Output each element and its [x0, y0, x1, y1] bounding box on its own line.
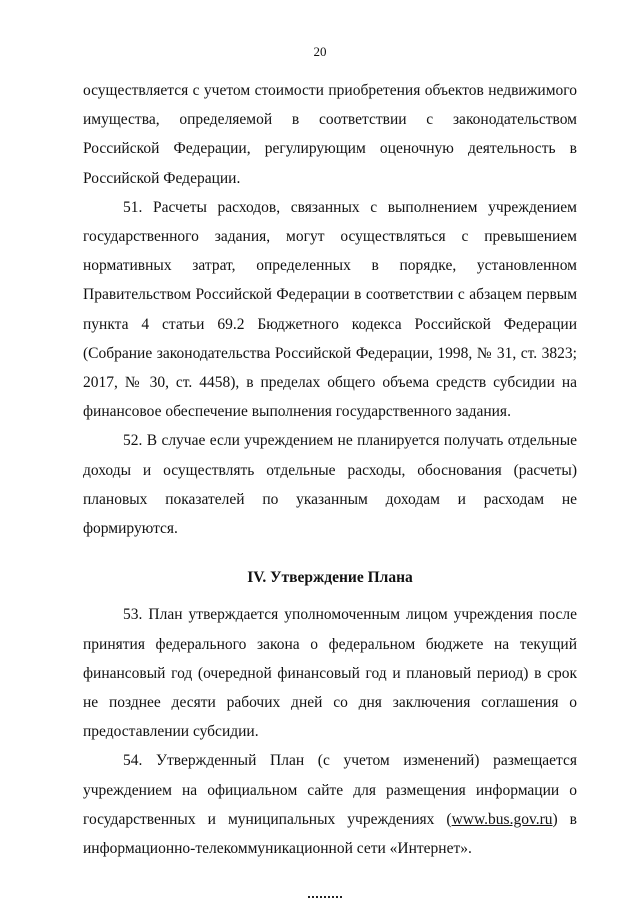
paragraph-continuation: осуществляется с учетом стоимости приобретения объектов недвижимого имущества, определяемой в соответствии с законодательством Российской Федерации, регулирующим оценочную деятельность в Российской Федерации. [83, 82, 577, 187]
bottom-scan-mark [308, 896, 342, 900]
paragraph-54 [83, 746, 577, 863]
paragraph-53: 53. План утверждается уполномоченным лицом учреждения после принятия федерального закона о федеральном бюджете на текущий финансовый год (очередной финансовый год и плановый период) в срок не позднее десяти рабочих дней со дня заключения соглашения о предоставлении субсидии. [83, 606, 577, 741]
page-number: 20 [313, 44, 327, 59]
paragraph-51: 51. Расчеты расходов, связанных с выполнением учреждением государственного задания, могут осуществляться с превышением нормативных затрат, определенных в порядке, установленном Правительством Российской Федерации в соответствии с абзацем первым пункта 4 статьи 69.2 Бюджетного кодекса Российской Федерации (Собрание законодательства Российской Федерации, 1998, № 31, ст. 3823; 2017, № 30, ст. 4458), в пределах общего объема средств субсидии на финансовое обеспечение выполнения государственного задания. [83, 198, 577, 421]
document-body [83, 76, 577, 863]
bus-gov-link[interactable]: www.bus.gov.ru [451, 810, 553, 828]
paragraph-54-text-end: ) в информационно-телекоммуникационной сети «Интернет». [83, 810, 577, 858]
paragraph-54-text-start: 54. Утвержденный План (с учетом изменений) размещается учреждением на официальном сайте для размещения информации о государственных и муниципальных учреждениях ( [83, 752, 577, 828]
section-heading: IV. Утверждение Плана [247, 569, 413, 587]
paragraph-52: 52. В случае если учреждением не планируется получать отдельные доходы и осуществлять отдельные расходы, обоснования (расчеты) плановых показателей по указанным доходам и расходам не формируются. [83, 432, 577, 538]
